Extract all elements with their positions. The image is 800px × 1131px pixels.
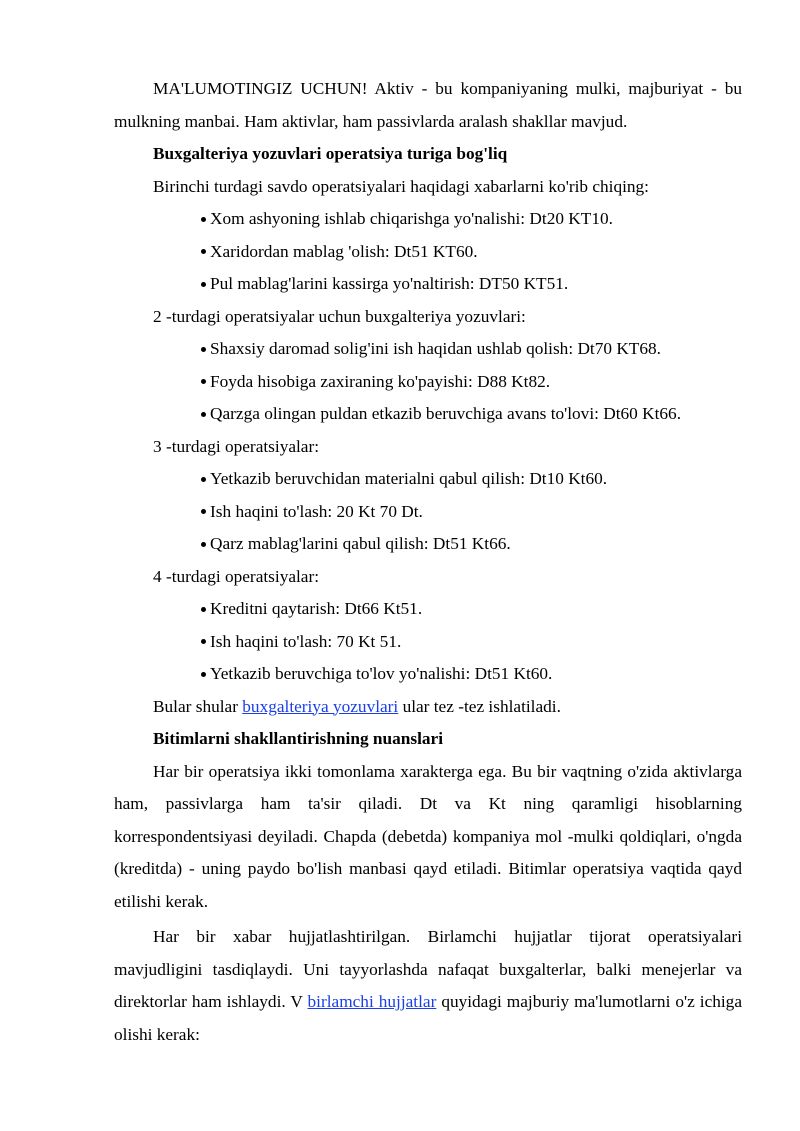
bullet-icon [201,347,206,352]
bullet-icon [201,249,206,254]
type2-label: 2 -turdagi operatsiyalar uchun buxgalteriya yozuvlari: [153,306,526,326]
list-item: Pul mablag'larini kassirga yo'naltirish: DT50 KT51. [201,268,742,301]
intro-paragraph: MA'LUMOTINGIZ UCHUN! Aktiv - bu kompaniyaning mulki, majburiyat - bu mulkning manbai. Ham aktivlar, ham passivlarda aralash shakllar mavjud. [114,79,742,131]
list-item: Xaridordan mablag 'olish: Dt51 KT60. [201,236,742,269]
type1-label: Birinchi turdagi savdo operatsiyalari haqidagi xabarlarni ko'rib chiqing: [153,176,649,196]
bullet-icon [201,282,206,287]
list-item: Foyda hisobiga zaxiraning ko'payishi: D88 Kt82. [201,366,742,399]
type3-label: 3 -turdagi operatsiyalar: [153,436,320,456]
nuances-paragraph: Har bir operatsiya ikki tomonlama xarakterga ega. Bu bir vaqtning o'zida aktivlarga ham, passivlarga ham ta'sir qiladi. Dt va Kt ning qaramligi hisoblarning korrespondentsiyasi deyiladi. Chapda (debetda) kompaniya mol -mulki qoldiqlari, o'ngda (kreditda) - uning paydo bo'lish manbasi qayd etiladi. Bitimlar operatsiya vaqtida qayd etilishi kerak. [114,761,742,911]
bullet-icon [201,412,206,417]
list-item: Qarzga olingan puldan etkazib beruvchiga avans to'lovi: Dt60 Kt66. [201,398,742,431]
type2-list [114,333,742,431]
bullet-icon [201,542,206,547]
bullet-icon [201,379,206,384]
type3-list [114,463,742,561]
summary-paragraph: Bular shular buxgalteriya yozuvlari ular tez -tez ishlatiladi. [153,696,561,716]
bullet-icon [201,639,206,644]
list-item: Ish haqini to'lash: 70 Kt 51. [201,626,742,659]
list-item: Kreditni qaytarish: Dt66 Kt51. [201,593,742,626]
bullet-icon [201,477,206,482]
document-body [114,73,742,1051]
link-birlamchi-hujjatlar[interactable]: birlamchi hujjatlar [307,992,437,1011]
type4-label: 4 -turdagi operatsiyalar: [153,566,320,586]
list-item: Qarz mablag'larini qabul qilish: Dt51 Kt66. [201,528,742,561]
list-item: Yetkazib beruvchidan materialni qabul qilish: Dt10 Kt60. [201,463,742,496]
type4-list [114,593,742,691]
section-heading-entries: Buxgalteriya yozuvlari operatsiya turiga bog'liq [153,144,508,163]
bullet-icon [201,217,206,222]
list-item: Xom ashyoning ishlab chiqarishga yo'nalishi: Dt20 KT10. [201,203,742,236]
bullet-icon [201,509,206,514]
link-buxgalteriya-yozuvlari[interactable]: buxgalteriya yozuvlari [242,696,399,716]
list-item: Shaxsiy daromad solig'ini ish haqidan ushlab qolish: Dt70 KT68. [201,333,742,366]
list-item: Yetkazib beruvchiga to'lov yo'nalishi: Dt51 Kt60. [201,658,742,691]
bullet-icon [201,672,206,677]
type1-list [114,203,742,301]
primary-docs-paragraph: Har bir xabar hujjatlashtirilgan. Birlamchi hujjatlar tijorat operatsiyalari mavjudligini tasdiqlaydi. Uni tayyorlashda nafaqat buxgalterlar, balki menejerlar va direktorlar ham ishlaydi. V birlamchi hujjatlar quyidagi majburiy ma'lumotlarni o'z ichiga olishi kerak: [114,927,742,1044]
bullet-icon [201,607,206,612]
list-item: Ish haqini to'lash: 20 Kt 70 Dt. [201,496,742,529]
section-heading-nuances: Bitimlarni shakllantirishning nuanslari [153,729,444,748]
